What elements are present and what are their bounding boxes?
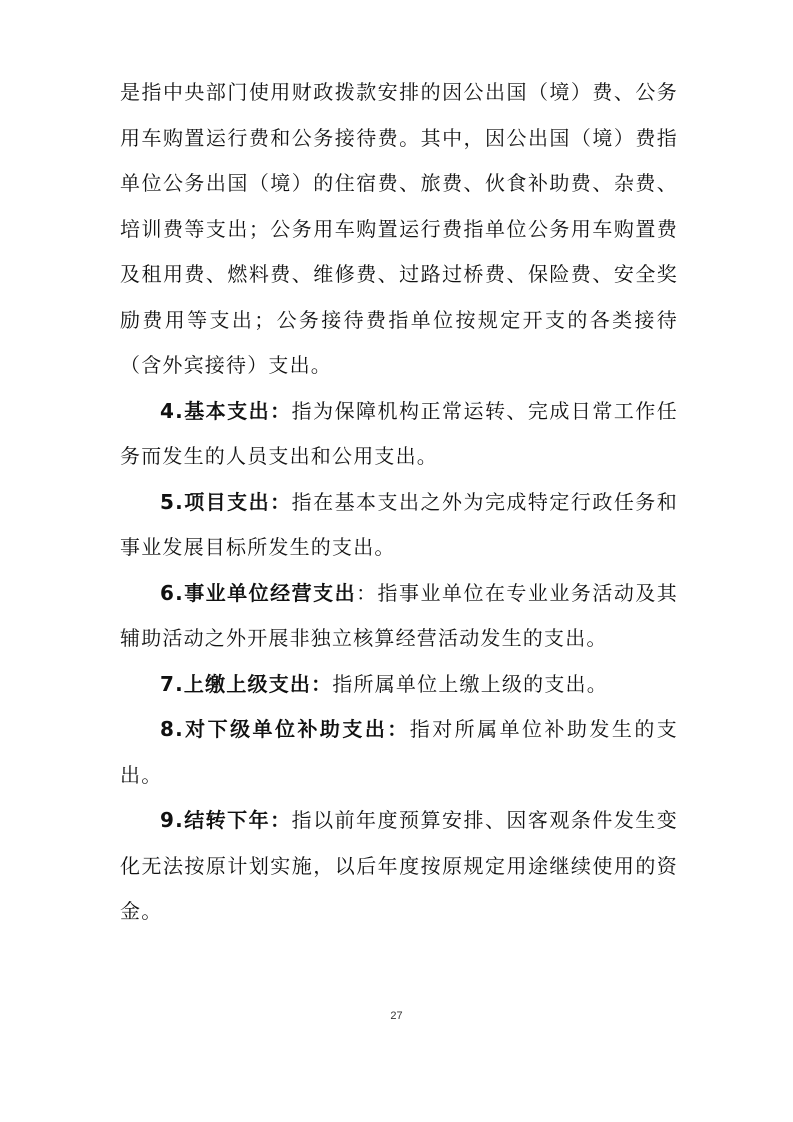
page-number: 27 <box>390 1010 403 1022</box>
definition-text: 指对所属单位补助发生的支出。 <box>120 717 678 787</box>
intro-paragraph: 是指中央部门使用财政拨款安排的因公出国（境）费、公务用车购置运行费和公务接待费。其中，因公出国（境）费指单位公务出国（境）的住宿费、旅费、伙食补助费、杂费、培训费等支出；公务用车购置运行费指单位公务用车购置费及租用费、燃料费、维修费、过路过桥费、保险费、安全奖励费用等支出；公务接待费指单位按规定开支的各类接待（含外宾接待）支出。 <box>120 80 678 377</box>
term-label: 7.上缴上级支出： <box>160 671 333 696</box>
term-label: 8.对下级单位补助支出： <box>160 717 410 741</box>
definition-text: 指以前年度预算安排、因客观条件发生变化无法按原计划实施，以后年度按原规定用途继续使用的资金。 <box>120 808 678 923</box>
term-label: 5.项目支出： <box>160 489 292 514</box>
definition-basic-expenditure <box>120 389 678 480</box>
term-label: 9.结转下年： <box>160 808 292 832</box>
definition-text: ：指事业单位在专业业务活动及其辅助活动之外开展非独立核算经营活动发生的支出。 <box>120 580 679 650</box>
definition-text: 指为保障机构正常运转、完成日常工作任务而发生的人员支出和公用支出。 <box>120 398 678 468</box>
definition-operating-expenditure <box>120 571 678 662</box>
term-label: 4.基本支出： <box>160 398 292 423</box>
definition-payment-to-superior <box>120 662 678 708</box>
definition-text: 指所属单位上缴上级的支出。 <box>332 671 608 696</box>
definition-carry-forward <box>120 798 678 935</box>
definition-project-expenditure <box>120 480 678 571</box>
document-body <box>120 70 678 935</box>
term-label: 6.事业单位经营支出 <box>160 580 357 605</box>
definition-text: 指在基本支出之外为完成特定行政任务和事业发展目标所发生的支出。 <box>120 489 678 559</box>
definition-subsidy-to-subordinate <box>120 707 678 798</box>
